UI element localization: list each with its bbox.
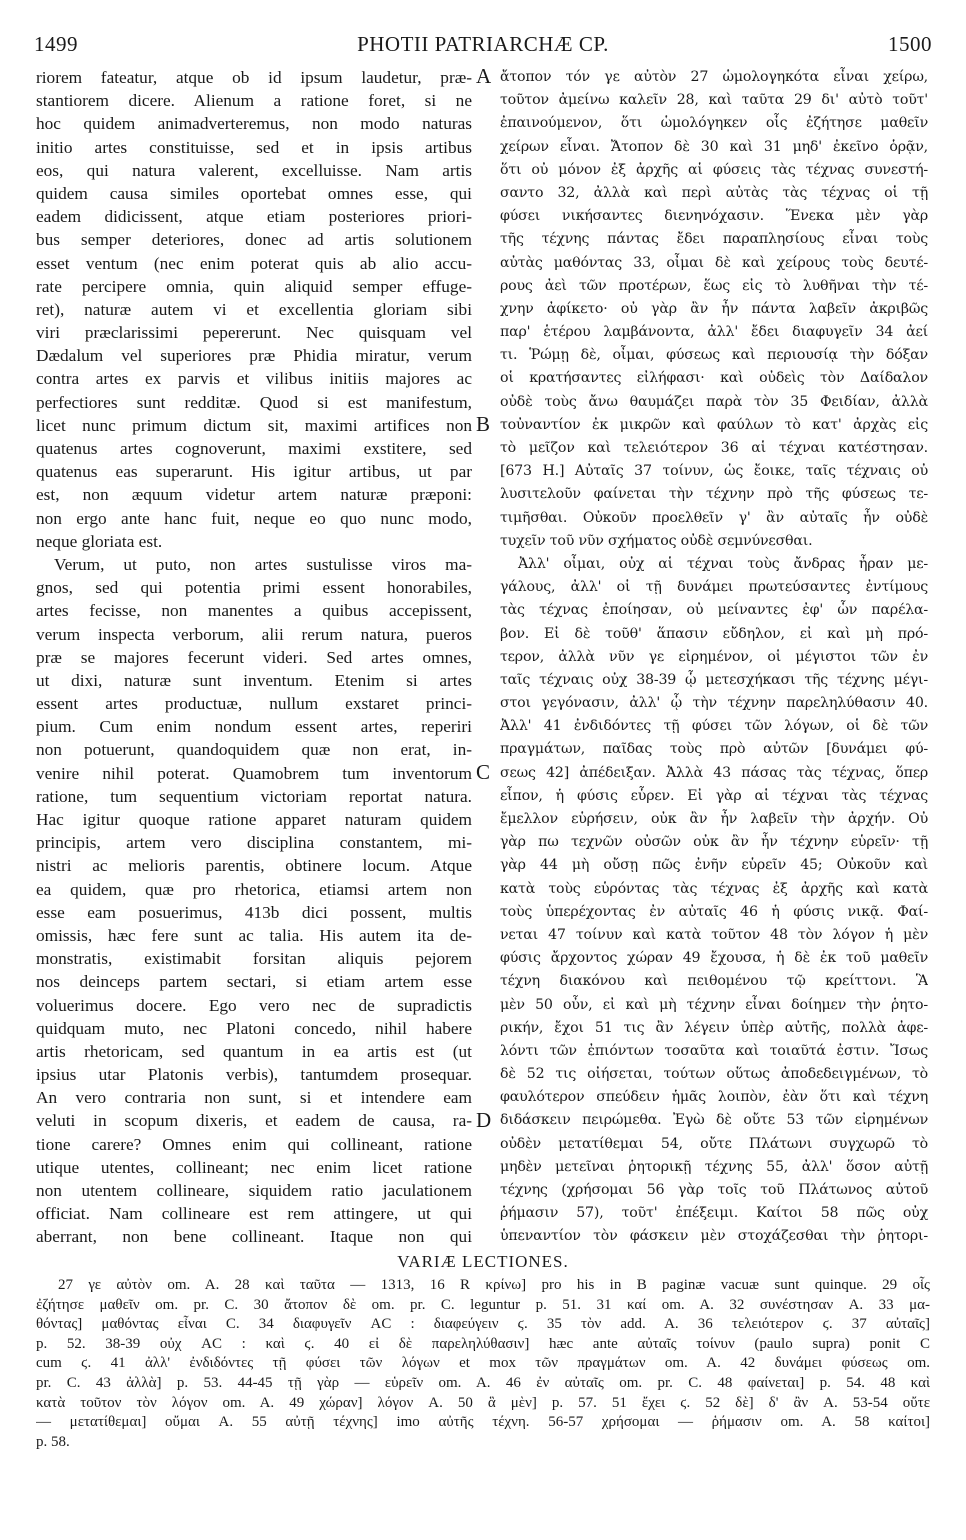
greek-text-line: ὑπεναντίον τὸν φάσκειν μὲν στοχάζεσθαι τὴν ῥητορι-	[500, 1228, 928, 1245]
greek-text-line: κατὰ τοὺς εὑρόντας τὰς τέχνας ἐξ ἀρχῆς καὶ κατὰ	[500, 880, 928, 897]
latin-text-line: ut dixi, naturæ sunt inventum. Etenim si artes	[36, 670, 472, 690]
greek-text-line: ῥήμασιν 57), τοῦτ' ἐπέξειμι. Καίτοι 58 πῶς οὐχ	[500, 1205, 928, 1222]
latin-text-line: est, non æquum videtur artem naturæ præponi:	[36, 485, 472, 505]
latin-text-line: eos, qui natura valerent, excelluisse. Nam artis	[36, 160, 472, 180]
greek-text-line: ρους ἀεὶ τῶν προτέρων, ἕως εἰς τὸ λυθῆναι τὴν τέ-	[500, 277, 928, 294]
greek-text-line: τέχνη διακόνου καὶ πειθομένου τῷ κρείττονι. Ἃ	[500, 973, 928, 990]
greek-text-line: Ἀλλ' οἶμαι, οὐχ αἱ τέχναι τοὺς ἄνδρας ἦραν με-	[518, 555, 928, 572]
greek-text-line: ἔμελλον εὑρήσειν, οὐκ ἂν ἦν λαβεῖν τὴν ἀρχήν. Οὐ	[500, 811, 928, 827]
latin-text-line: quidquam muto, nec Platoni concedo, nihil habere	[36, 1018, 472, 1038]
variant-reading-line: — μετατίθεμαι] οὔμαι A. 55 αὐτῇ τέχνης] imo αὐτῆς τέχνη. 56-57 χρήσομαι — ῥήμασιν om. A. 58 καίτοι]	[36, 1414, 930, 1431]
latin-text-line: tione carere? Omnes enim qui collineant, ratione	[36, 1134, 472, 1154]
latin-text-line: principis, artem vero disciplina constantem, mi-	[36, 833, 472, 853]
latin-text-line: monstratis, existimabit forsitan aliquis pejorem	[36, 949, 472, 969]
greek-column	[500, 66, 928, 1249]
margin-marker-a: A	[476, 64, 492, 88]
greek-text-line: τοὺς ὑπερέχοντας ἐν αὐταῖς 46 ἡ φύσις νικᾷ. Φαί-	[500, 903, 928, 920]
variant-reading-line: 27 γε αὐτὸν om. A. 28 καὶ ταῦτα — 1313, 16 R κρίνω] pro his in B paginæ vacuæ sunt quinque. 29 οἷς	[58, 1277, 930, 1293]
margin-marker-c: C	[476, 760, 491, 784]
greek-text-line: τερον, ἀλλὰ νῦν γε εἰρημένον, οἱ μέγιστοι τῶν ἐν	[500, 648, 928, 665]
greek-text-line: τοῦτον ἀμείνω καλεῖν 28, καὶ ταῦτα 29 δι' αὐτὸ τοῦτ'	[500, 92, 928, 109]
greek-text-line: ρικήν, ἔχοι 51 τις ἂν λέγειν ὑπὲρ αὐτῆς, πολλὰ ἀφε-	[500, 1019, 928, 1036]
latin-text-line: quatenus artes cognoverunt, maximi exstitere, sed	[36, 439, 472, 458]
latin-text-line: Dædalum vel superiores præ Phidia miratur, verum	[36, 346, 472, 366]
latin-text-line: verum inspecta verborum, alii rerum natura, pueros	[36, 624, 472, 644]
latin-text-line: artis rhetoricam, sed quantum in ea artis est (ut	[36, 1041, 472, 1061]
greek-text-line: στοι γεγόνασιν, ἀλλ' ᾧ τὴν τέχνην παρεληλύθασιν 40.	[500, 695, 928, 712]
latin-text-line: officiat. Nam collineare est rem attingere, ut qui	[36, 1204, 472, 1224]
greek-text-line: τοὐναντίον ἐκ μικρῶν καὶ φαύλων τὸ κατ' ἀρχὰς εἰς	[500, 416, 928, 433]
greek-text-line: τὸ μεῖζον καὶ τελειότερον 36 αἱ τέχναι κατέστησαν.	[500, 440, 928, 456]
latin-text-line: præ se majores fecerunt videri. Sed artes omnes,	[36, 647, 472, 667]
latin-text-line: Verum, ut puto, non artes sustulisse viros ma-	[54, 554, 472, 574]
greek-text-line: ταῖς τέχναις οὐχ 38-39 ᾧ μετεσχήκασι τῆς τέχνης μέγι-	[500, 671, 928, 688]
latin-text-line: non utentem collineare, siquidem ratio jaculationem	[36, 1181, 472, 1200]
latin-column	[36, 66, 472, 1249]
latin-text-line: esset ventum (nec enim poterat quis ab alio accu-	[36, 253, 472, 273]
latin-text-line: eadem didicissent, atque etiam posteriores priori-	[36, 207, 472, 227]
latin-text-line: ratione, tum sequentium victoriam reportat natura.	[36, 786, 472, 806]
latin-text-line: aberrant, non bene collineant. Itaque non qui	[36, 1227, 472, 1247]
variant-reading-line: ἐζήτησε μαθεῖν om. pr. C. 30 ἄτοπον δὲ om. pr. C. leguntur p. 51. 31 καί om. A. 32 συνέστησαν A. 33 μα-	[36, 1296, 930, 1313]
greek-text-line: γὰρ πω τεχνῶν οὐσῶν οὐκ ἂν ἦν τέχνην εὑρεῖν· τῇ	[500, 834, 928, 851]
greek-text-line: φύσις ἄρχοντος χώραν 49 ἔχουσα, ἡ δὲ ἐκ τοῦ μαθεῖν	[500, 950, 928, 967]
variant-reading-line: p. 52. 38-39 οὐχ AC : καὶ ϛ. 40 εἰ δὲ παρεληλύθασιν] hæc ante αὐταῖς τοίνυν (paulo supra) ponit C	[36, 1335, 930, 1352]
greek-text-line: οὐδὲ τοὺς ἄνω θαυμάζει παρὰ τὸν 35 Φειδίαν, ἀλλὰ	[500, 393, 928, 410]
latin-text-line: riorem fateatur, atque ob id ipsum laudetur, præ-	[36, 68, 472, 87]
greek-text-line: σεως 42] ἀπέδειξαν. Ἀλλὰ 43 πάσας τὰς τέχνας, ὅπερ	[500, 764, 928, 781]
greek-text-line: τι. Ῥώμῃ δὲ, οἶμαι, φύσεως καὶ περιουσίᾳ τὴν δόξαν	[500, 347, 928, 364]
greek-text-line: οὐδὲν μετατίθεμαι 54, οὔτε Πλάτωνι συγχωρῶ τὸ	[500, 1135, 928, 1152]
variant-reading-line: cum ϛ. 41 ἀλλ' ἐνδιδόντες τῇ φύσει τῶν λόγων et mox τῶν πραγμάτων om. A. 42 δυνάμει φύσεως om.	[36, 1355, 930, 1372]
greek-text-line: φαυλότερον σπεύδειν ἡμᾶς λοιπὸν, ἐὰν ὅτι καὶ τέχνη	[500, 1089, 928, 1106]
greek-text-line: οἱ κρατήσαντες εἰλήφασι· καὶ οὐδεὶς τὸν Δαίδαλον	[500, 370, 928, 387]
latin-text-line: perfectiores sunt redditæ. Quod si est manifestum,	[36, 392, 472, 412]
latin-text-line: ipsius utar Platonis verbis), tantumdem prosequar.	[36, 1065, 472, 1085]
greek-text-line: χείρων εἶναι. Ἄτοπον δὲ 30 καὶ 31 μηδ' ἐκεῖνο ὁρᾷν,	[500, 138, 928, 155]
greek-text-line: παρ' ἑτέρου λαμβάνοντα, ἀλλ' ἔδει διαφυγεῖν 34 ἀεί	[500, 324, 928, 341]
greek-text-line: λυσιτελοῦν φαίνεται τὴν τέχνην πρὸ τῆς φύσεως τε-	[500, 486, 928, 503]
latin-text-line: contra artes ex parvis et vilibus initiis majores ac	[36, 369, 472, 389]
greek-text-line: αὐτὰς μαθόντας 33, οἶμαι δὲ καὶ χείρους τοὺς δευτέ-	[500, 254, 928, 271]
latin-text-line: utique utentes, collineant; nec enim licet ratione	[36, 1157, 472, 1177]
latin-text-line: voluerimus docere. Ego vero nec de supradictis	[36, 995, 472, 1015]
greek-text-line: τέχνης (χρήσομαι 56 γὰρ τοῖς τοῦ Πλάτωνος αὐτοῦ	[500, 1182, 928, 1198]
greek-text-line: Ἀλλ' 41 ἐνδιδόντες τῇ φύσει τῶν λόγων, οἱ δὲ τῶν	[500, 718, 928, 735]
greek-text-line: μὲν 50 οὖν, εἰ καὶ μὴ τέχνην εἶναι δοίημεν τὴν ῥητο-	[500, 996, 928, 1013]
latin-text-line: quidem causa similes oportebat omnes esse, qui	[36, 183, 472, 203]
running-title: PHOTII PATRIARCHÆ CP.	[357, 32, 609, 56]
variant-reading-line: pr. C. 43 ἀλλὰ] p. 53. 44-45 τῇ γὰρ — εὑρεῖν om. A. 46 ἐν αὐταῖς om. pr. C. 48 φαίνεται] p. 54. 48 καὶ	[36, 1374, 930, 1391]
latin-text-line: rate percipere omnia, quin aliquid semper effuge-	[36, 276, 472, 296]
greek-text-line: γάλους, ἀλλ' οἱ τῇ δυνάμει πρωτεύσαντες ἐντίμους	[500, 579, 928, 596]
latin-text-line: venire nihil poterat. Quamobrem tum inventorum	[36, 763, 472, 783]
greek-text-line: φύσει νικήσαντες διενηνόχασιν. Ἕνεκα μὲν γὰρ	[500, 208, 928, 225]
notes-title: VARIÆ LECTIONES.	[397, 1252, 569, 1271]
latin-text-line: artes fecisse, non manentes a quibus accepissent,	[36, 601, 472, 621]
latin-text-line: bus semper deteriores, donec ad artis solutionem	[36, 230, 472, 250]
latin-text-line: Hac igitur quoque ratione apparet naturam quidem	[36, 810, 472, 829]
latin-text-line: gnos, sed qui potentia primi essent honorabiles,	[36, 578, 472, 598]
variant-reading-line: p. 58.	[36, 1433, 70, 1450]
greek-text-line: τὰς τέχνας ἐποίησαν, οὐ μείναντες ἐφ' ὧν παρέλα-	[500, 602, 928, 619]
latin-text-line: nistri ac melioris parentis, obtinere locum. Atque	[36, 856, 472, 876]
greek-text-line: λόντι τῶν ἐπιόντων τοσαῦτα καὶ τοιαῦτά ἐστιν. Ἴσως	[500, 1042, 928, 1059]
latin-text-line: nos deinceps partem sectari, si etiam artem esse	[36, 972, 472, 992]
latin-text-line: non potuerunt, quandoquidem quæ non erat, in-	[36, 740, 472, 760]
variant-reading-line: κατὰ τοῦτον τὸν λόγον om. A. 49 χώραν] λόγον A. 50 ἃ μὲν] p. 57. 51 ἔχει ϛ. 52 δὲ] δ' ἂν A. 53-54 οὔτε	[36, 1394, 930, 1411]
page-number-left: 1499	[34, 32, 78, 56]
margin-marker-d: D	[476, 1108, 492, 1132]
greek-text-line: ἐπαινούμενον, ὅτι ὡμολόγηκεν οἷς ἐζήτησε μαθεῖν	[500, 115, 928, 132]
greek-text-line: δὲ 52 τις οἰήσεται, τούτων οὕτως ἀποδεδειγμένων, τὸ	[500, 1066, 928, 1083]
page-header	[34, 32, 932, 62]
greek-text-line: νεται 47 τοίνυν καὶ κατὰ τοῦτον 48 τὸν λόγον ἡ μὲν	[500, 926, 928, 943]
greek-text-line: εἶπον, ἡ φύσις εὗρεν. Εἰ γὰρ αἱ τέχναι τὰς τέχνας	[500, 787, 928, 804]
latin-text-line: esse eam posuerimus, 413b dici possent, multis	[36, 902, 472, 922]
latin-text-line: essent artes productuæ, nullum exstaret princi-	[36, 694, 472, 714]
latin-text-line: stantiorem dicere. Alienum a ratione foret, si ne	[36, 91, 472, 111]
latin-text-line: initio artes constituisse, sed et in ipsis artibus	[36, 137, 472, 157]
greek-text-line: τυχεῖν τοῦ νῦν σχήματος οὐδὲ σεμνύνεσθαι.	[500, 532, 813, 549]
greek-text-line: γὰρ 44 μὴ οὔσῃ πῶς ἐνῆν εὑρεῖν 45; Οὐκοῦν καὶ	[500, 857, 928, 874]
greek-text-line: [673 H.] Αὐταῖς 37 τοίνυν, ὡς ἔοικε, ταῖς τέχναις οὐ	[500, 463, 928, 480]
greek-text-line: ὅτι οὐ μόνον ἐξ ἀρχῆς αἱ φύσεις τὰς τέχνας συνεστή-	[500, 161, 928, 178]
latin-text-line: ea quidem, quæ pro rhetorica, etiamsi artem non	[36, 879, 472, 899]
latin-text-line: omissis, hæc fere sunt ac talia. His autem ita de-	[36, 925, 472, 945]
latin-text-line: quatenus eas superarunt. His igitur artibus, ut par	[36, 462, 472, 482]
latin-text-line: pium. Cum enim nondum essent artes, reperiri	[36, 717, 472, 737]
greek-text-line: χνην ἀφίκετο· οὐ γὰρ ἂν ἦν πάντα λαβεῖν ἀκριβῶς	[500, 300, 928, 317]
greek-text-line: τῆς τέχνης πάντας ἔδει παραπλησίους εἶναι τοὺς	[500, 231, 928, 248]
greek-text-line: μηδὲν μετεῖναι ῥητορικῇ τέχνης 55, ἀλλ' ὅσον αὐτῇ	[500, 1158, 928, 1175]
greek-text-line: διδάσκειν πειρώμεθα. Ἐγὼ δὲ οὔτε 53 τῶν εἰρημένων	[500, 1112, 928, 1129]
variant-readings	[36, 1276, 930, 1452]
latin-text-line: hoc quidem animadverteremus, non modo naturas	[36, 114, 472, 134]
latin-text-line: licet nunc primum dictum sit, maximi artifices non	[36, 415, 472, 435]
greek-text-line: σαντο 32, ἀλλὰ καὶ περὶ αὐτὰς τὰς τέχνας οἱ τῇ	[500, 184, 928, 201]
latin-text-line: An vero contraria non sunt, si et intendere eam	[36, 1088, 472, 1108]
greek-text-line: ἄτοπον τόν γε αὐτὸν 27 ὡμολογηκότα εἶναι χείρω,	[500, 69, 928, 85]
latin-text-line: viri præclarissimi pepererunt. Nec quisquam vel	[36, 323, 472, 343]
page-number-right: 1500	[888, 32, 932, 56]
greek-text-line: πραγμάτων, παῖδας τοὺς πρὸ αὐτῶν [δυνάμει φύ-	[500, 741, 928, 758]
greek-text-line: τιμῆσθαι. Οὐκοῦν προελθεῖν γ' ἂν αὐταῖς ἦν οὐδὲ	[500, 509, 928, 526]
latin-text-line: neque gloriata est.	[36, 531, 163, 551]
latin-text-line: non ergo ante hanc fuit, neque eo quo nunc modo,	[36, 508, 472, 528]
latin-text-line: veluti in scopum dixeris, et eadem de causa, ra-	[36, 1111, 472, 1131]
margin-marker-b: B	[476, 412, 491, 436]
latin-text-line: ret), naturæ autem vi et excellentia gloriam sibi	[36, 299, 472, 319]
variant-reading-line: θόντας] μαθόντας εἶναι C. 34 διαφυγεῖν AC : διαφεύγειν ϛ. 35 τὸν add. A. 36 τελειότερον ϛ. 37 αὐταῖς]	[36, 1316, 930, 1333]
greek-text-line: βον. Εἰ δὲ τοῦθ' ἅπασιν εὔδηλον, εἰ καὶ μὴ πρό-	[500, 625, 928, 642]
